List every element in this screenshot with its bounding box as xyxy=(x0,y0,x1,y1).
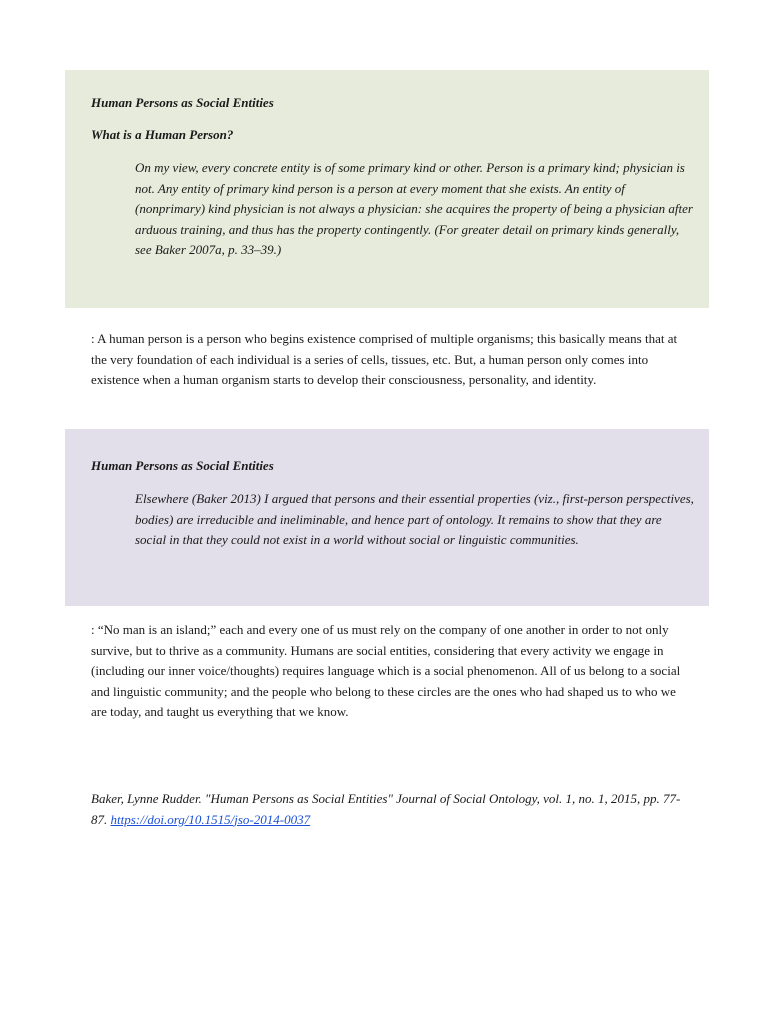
highlight-box-social-entities xyxy=(65,429,709,606)
response-paragraph-1: : A human person is a person who begins existence comprised of multiple organisms; this basically means that at the very foundation of each individual is a series of cells, tissues, etc. But, a human person only comes into existence when a human organism starts to develop their consciousness, personality, and identity. xyxy=(91,331,678,387)
citation xyxy=(91,789,681,830)
section-heading: Human Persons as Social Entities xyxy=(91,95,274,110)
section-subheading: What is a Human Person? xyxy=(91,127,234,142)
block-quote: On my view, every concrete entity is of some primary kind or other. Person is a primary kind; physician is not. Any entity of primary kind person is a person at every moment that she exists. An entity of (nonprimary) kind physician is not always a physician: she acquires the property of being a physician after arduous training, and thus has the property contingently. (For greater detail on primary kinds generally, see Baker 2007a, p. 33–39.) xyxy=(135,160,693,257)
doi-link[interactable]: https://doi.org/10.1515/jso-2014-0037 xyxy=(110,811,311,827)
section-heading: Human Persons as Social Entities xyxy=(91,458,274,473)
response-paragraph-2: : “No man is an island;” each and every one of us must rely on the company of one another in order to not only survive, but to thrive as a community. Humans are social entities, considering that every activity we engage in (including our inner voice/thoughts) requires language which is a social phenomenon. All of us belong to a social and linguistic community; and the people who belong to these circles are the ones who had shaped us to who we are today, and taught us everything that we know. xyxy=(91,622,681,719)
citation-text: Baker, Lynne Rudder. "Human Persons as Social Entities" Journal of Social Ontology, vol. 1, no. 1, 2015, pp. 77-87. xyxy=(91,791,681,827)
block-quote: Elsewhere (Baker 2013) I argued that persons and their essential properties (viz., first-person perspectives, bodies) are irreducible and ineliminable, and hence part of ontology. It remains to show that they are social in that they could not exist in a world without social or linguistic communities. xyxy=(135,491,694,547)
highlight-box-what-is-human-person xyxy=(65,70,709,308)
